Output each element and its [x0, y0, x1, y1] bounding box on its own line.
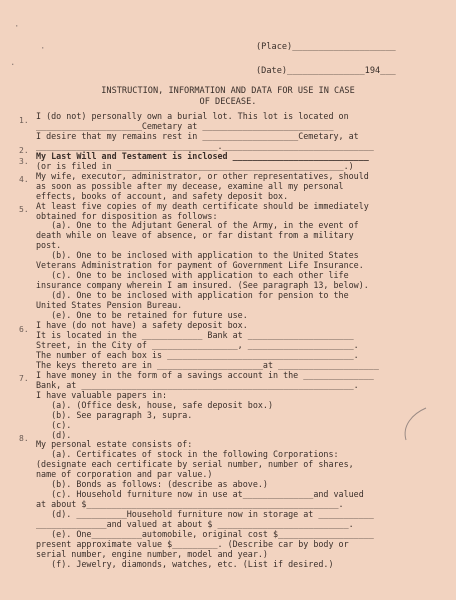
text-line: I have (do not have) a safety deposit box. [36, 320, 248, 331]
item-number: 1. [19, 116, 29, 125]
text-line: death while on leave of absence, or far distant from a military [36, 230, 354, 241]
text-line: I have valuable papers in: [36, 389, 168, 400]
text-line: My wife, executor, administrator, or other representatives, should [36, 170, 369, 181]
date-field: (Date)_______________194___ [256, 66, 396, 76]
text-line: name of corporation and par value.) [36, 469, 213, 480]
text-line: (a). One to the Adjutant General of the Army, in the event of [36, 220, 359, 231]
title-line-1: INSTRUCTION, INFORMATION AND DATA FOR USE IN CASE [101, 86, 355, 96]
text-line: (designate each certificate by serial number, number of shares, [36, 459, 354, 470]
document-body [19, 111, 446, 570]
margin-speck: . [10, 58, 16, 68]
document-title [0, 86, 456, 108]
text-line: (d). [36, 429, 72, 440]
text-line: at about $__________________________________________________. [36, 499, 344, 510]
text-line: present approximate value $_________. (Describe car by body or [36, 538, 349, 549]
text-line: I (do not) personally own a burial lot. This lot is located on [36, 111, 349, 121]
margin-speck: · [40, 44, 46, 54]
text-line: The number of each box is _____________________________________. [36, 349, 359, 360]
text-line: My Last Will and Testament is inclosed ___________________________ [36, 150, 369, 161]
text-line: United States Pension Bureau. [36, 300, 183, 311]
text-line: _____________________Cemetary at __________________________ [36, 120, 334, 131]
text-line: serial number, engine number, model and year.) [36, 548, 268, 559]
text-line: (d). __________Household furniture now in storage at ___________ [36, 509, 374, 520]
text-line: (c). Household furniture now in use at______________and valued [36, 489, 364, 500]
text-line: effects, books of account, and safety deposit box. [36, 190, 289, 201]
text-line: (d). One to be inclosed with application for pension to the [36, 290, 349, 301]
text-line: (a). (Office desk, house, safe deposit box.) [36, 399, 273, 410]
item-number: 6. [19, 325, 29, 334]
text-line: post. [36, 240, 62, 251]
text-line: (c). [36, 419, 72, 430]
text-line: My personal estate consists of: [36, 439, 193, 450]
title-line-2: OF DECEASE. [199, 97, 257, 107]
text-line: (b). One to be inclosed with application to the United States [36, 250, 359, 261]
text-line: (c). One to be inclosed with application to each other life [36, 270, 349, 281]
text-line: Street, in the City of _________________, _____________________. [36, 339, 359, 350]
item-number: 7. [19, 374, 29, 383]
text-line: (b). See paragraph 3, supra. [36, 409, 193, 420]
text-line: Bank, at ______________________________________________________. [36, 379, 359, 390]
text-line: obtained for disposition as follows: [36, 210, 218, 221]
text-line: The keys thereto are in _____________________at ____________________ [36, 359, 379, 370]
text-line: I desire that my remains rest in ___________________Cemetary, at [36, 130, 359, 141]
item-number: 5. [19, 205, 29, 214]
item-number: 8. [19, 434, 29, 443]
text-line: ______________and valued at about $ __________________________. [36, 519, 354, 530]
item-number: 3. [19, 157, 29, 166]
item-number: 2. [19, 146, 29, 155]
place-field: (Place)____________________ [256, 42, 396, 52]
text-line: I have money in the form of a savings account in the ______________ [36, 369, 374, 380]
text-line: as soon as possible after my decease, examine all my personal [36, 180, 344, 191]
pencil-mark-icon [396, 404, 432, 444]
text-line: insurance company wherein I am insured. (See paragraph 13, below). [36, 280, 369, 291]
text-line: (or is filed in _____________________________________________.) [36, 160, 354, 171]
text-line: (b). Bonds as follows: (describe as above.) [36, 479, 268, 490]
text-line: ____________________________________.______________________________ [36, 140, 374, 151]
margin-speck: · [14, 22, 20, 32]
text-line: Veterans Administration for payment of Government Life Insurance. [36, 260, 364, 271]
text-line: At least five copies of my death certificate should be immediately [36, 200, 369, 211]
text-line: (a). Certificates of stock in the following Corporations: [36, 449, 339, 460]
text-line: It is located in the ____________ Bank at _____________________ [36, 329, 354, 340]
text-line: (e). One__________automobile, original cost $___________________ [36, 529, 374, 540]
text-line: (e). One to be retained for future use. [36, 310, 248, 321]
item-number: 4. [19, 175, 29, 184]
text-line: (f). Jewelry, diamonds, watches, etc. (List if desired.) [36, 558, 334, 569]
